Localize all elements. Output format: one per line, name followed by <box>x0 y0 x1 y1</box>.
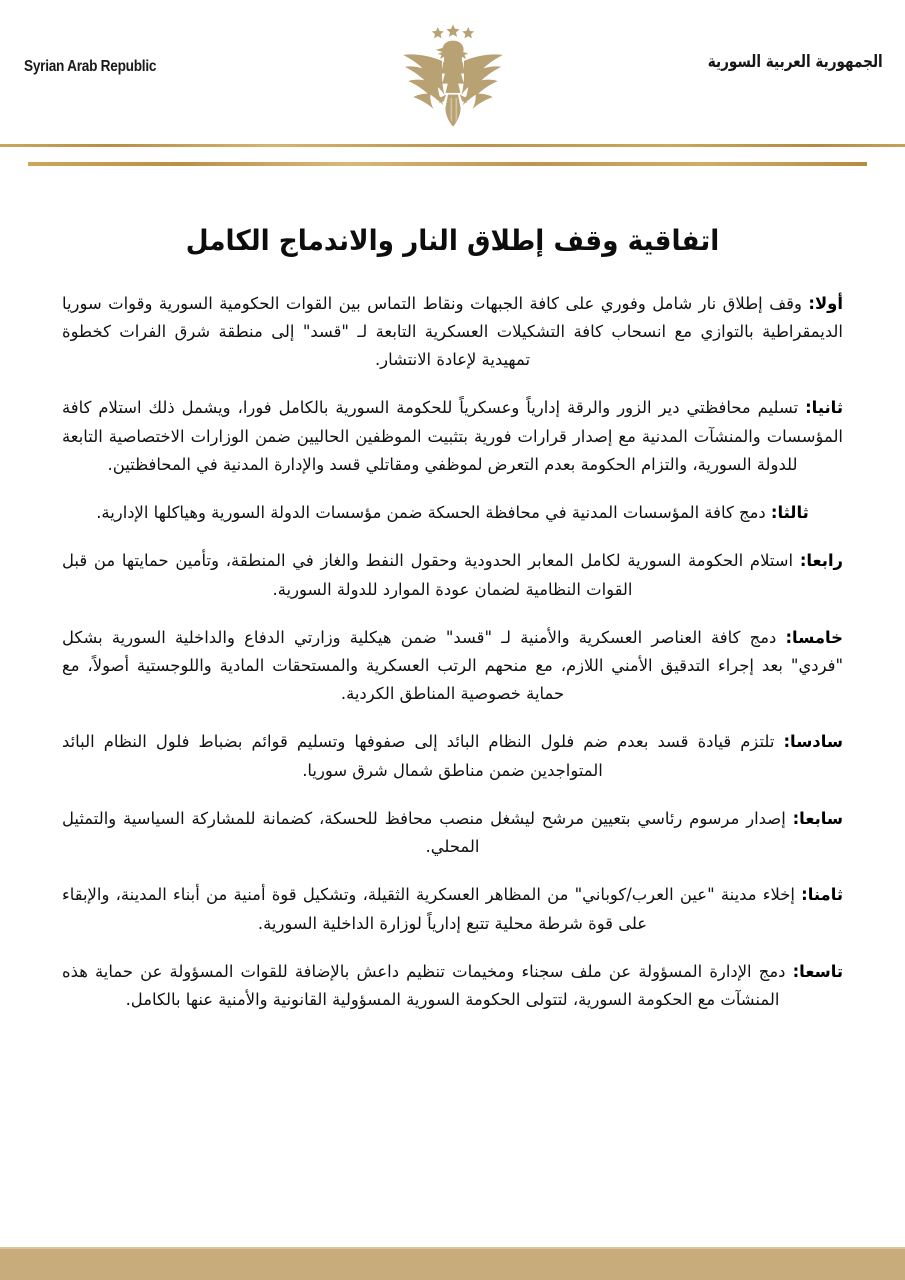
clause-text: تسليم محافظتي دير الزور والرقة إدارياً وعسكرياً للحكومة السورية بالكامل فورا، ويشمل ذلك استلام كافة المؤسسات والمنشآت المدنية مع إصدار قرارات فورية بتثبيت الموظفين الحاليين ضمن الوزارات الاختصاصية التابعة للدولة السورية، والتزام الحكومة بعدم التعرض لموظفي ومقاتلي قسد والإدارة المدنية في المحافظتين. <box>62 398 843 474</box>
clause-text: استلام الحكومة السورية لكامل المعابر الحدودية وحقول النفط والغاز في المنطقة، وتأمين حمايتها من قبل القوات النظامية لضمان عودة الموارد للدولة السورية. <box>62 551 800 599</box>
eagle-emblem-icon <box>368 22 538 130</box>
clause-text: إصدار مرسوم رئاسي بتعيين مرشح ليشغل منصب محافظ للحسكة، كضمانة للمشاركة السياسية والتمثيل المحلي. <box>62 808 793 857</box>
clause-ordinal: سابعا: <box>792 808 843 828</box>
clause-ordinal: خامسا: <box>785 627 843 647</box>
clause-2 <box>62 394 843 479</box>
clause-text: دمج كافة العناصر العسكرية والأمنية لـ "قسد" ضمن هيكلية وزارتي الدفاع والداخلية السورية بشكل "فردي" بعد إجراء التدقيق الأمني اللازم، مع منحهم الرتب العسكرية والمستحقات المادية واللوجستية أصولاً، مع حماية خصوصية المناطق الكردية. <box>62 627 843 704</box>
clause-9 <box>62 958 843 1014</box>
clause-3 <box>62 499 843 527</box>
clause-8 <box>62 881 843 937</box>
document-title: اتفاقية وقف إطلاق النار والاندماج الكامل <box>185 224 720 257</box>
clause-text: دمج كافة المؤسسات المدنية في محافظة الحسكة ضمن مؤسسات الدولة السورية وهياكلها الإدارية. <box>96 503 771 523</box>
clause-1 <box>62 290 843 375</box>
clause-4 <box>62 547 843 603</box>
clause-7 <box>62 805 843 861</box>
gold-divider <box>0 130 905 170</box>
clause-5 <box>62 624 843 709</box>
letterhead-english-title: Syrian Arab Republic <box>24 58 157 75</box>
letterhead-arabic-title: الجمهورية العربية السورية <box>708 52 883 72</box>
clause-ordinal: ثانيا: <box>805 398 843 418</box>
gold-rule-upper <box>0 144 905 147</box>
gold-rule-lower <box>28 162 867 166</box>
clause-text: إخلاء مدينة "عين العرب/كوباني" من المظاهر العسكرية الثقيلة، وتشكيل قوة أمنية من أبناء المدينة، والإبقاء على قوة شرطة محلية تتبع إدارياً لوزارة الداخلية السورية. <box>62 885 802 933</box>
clause-text: تلتزم قيادة قسد بعدم ضم فلول النظام البائد إلى صفوفها وتسليم قوائم بضباط فلول النظام البائد المتواجدين ضمن مناطق شمال شرق سوريا. <box>62 732 784 780</box>
document-body <box>0 170 905 1094</box>
clause-ordinal: سادسا: <box>783 732 843 752</box>
clause-ordinal: أولا: <box>808 293 843 313</box>
clause-6 <box>62 728 843 784</box>
clause-text: دمج الإدارة المسؤولة عن ملف سجناء ومخيمات تنظيم داعش بالإضافة للقوات المسؤولة عن حماية هذه المنشآت مع الحكومة السورية، لتتولى الحكومة السورية المسؤولية القانونية والأمنية عنها بالكامل. <box>62 961 793 1009</box>
footer-gold-bar <box>0 1247 905 1280</box>
clause-text: وقف إطلاق نار شامل وفوري على كافة الجبهات ونقاط التماس بين القوات الحكومية السورية وقوات سوريا الديمقراطية بالتوازي مع انسحاب كافة التشكيلات العسكرية التابعة لـ "قسد" إلى منطقة شرق الفرات كخطوة تمهيدية لإعادة الانتشار. <box>62 293 843 370</box>
clause-ordinal: تاسعا: <box>792 961 843 981</box>
clause-ordinal: رابعا: <box>799 551 843 571</box>
footer-spacer <box>62 1034 843 1094</box>
clause-ordinal: ثامنا: <box>801 885 843 905</box>
letterhead <box>0 0 905 130</box>
clause-ordinal: ثالثا: <box>770 503 809 523</box>
